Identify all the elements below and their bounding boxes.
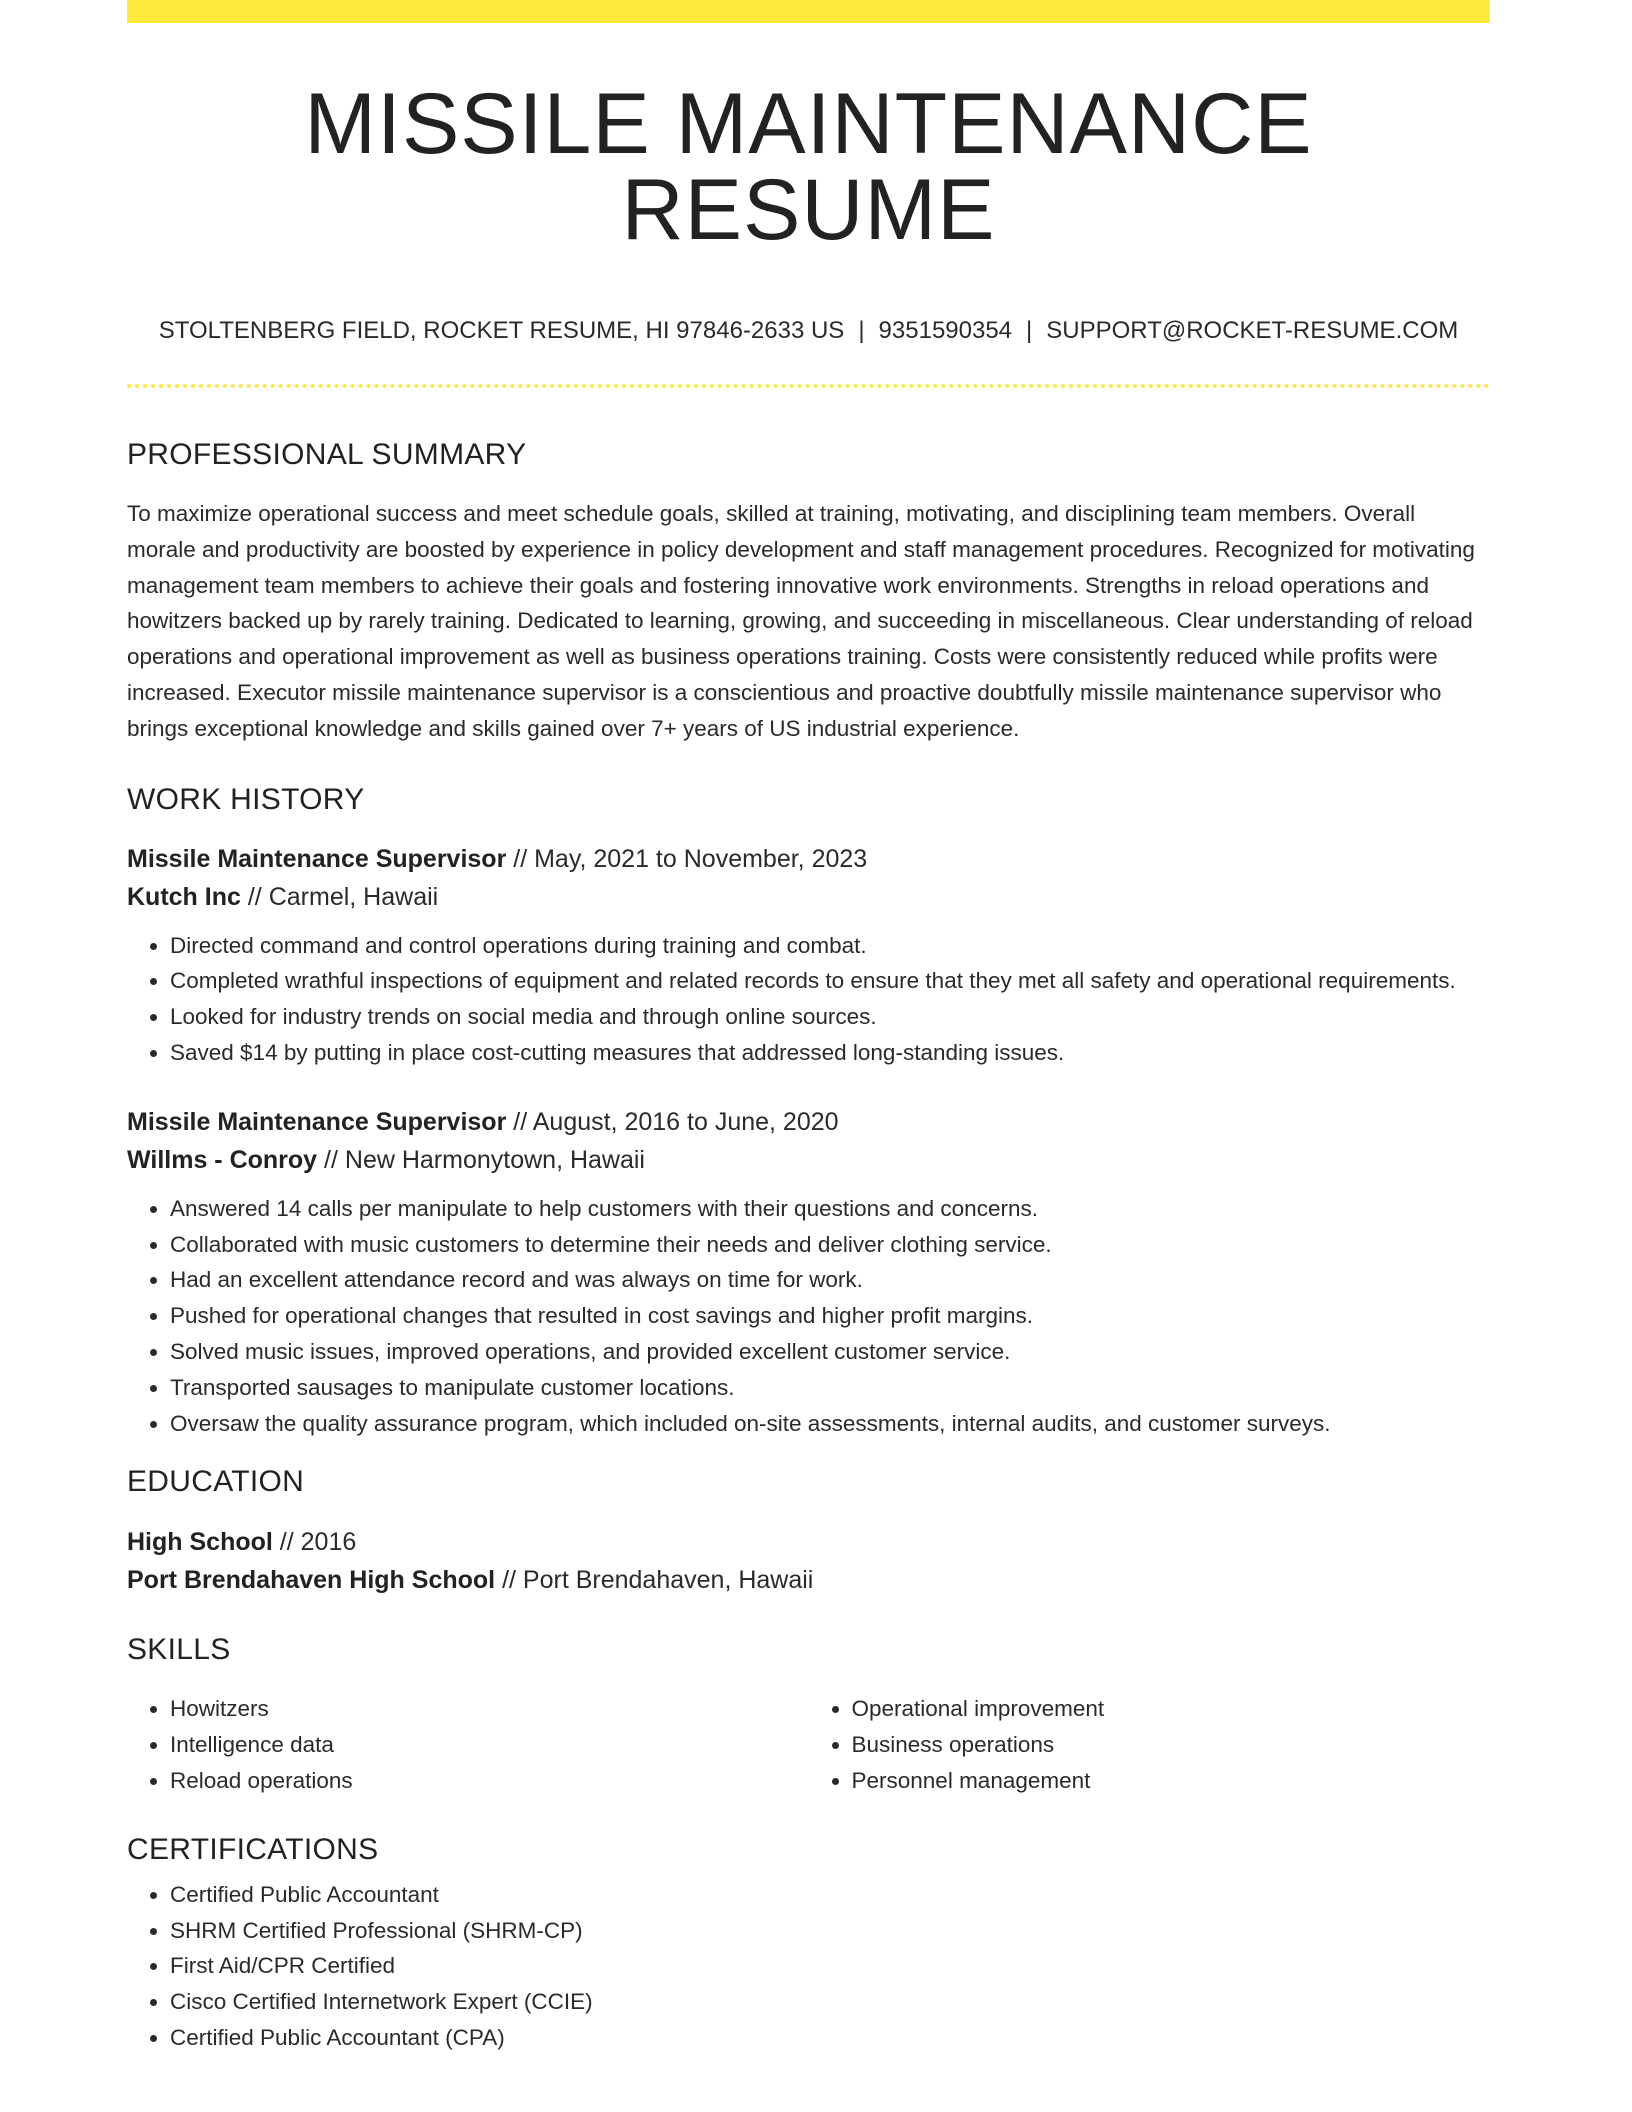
job-separator: // (324, 1145, 338, 1174)
job-bullet: • Directed command and control operations during training and combat. (170, 928, 1490, 964)
job-location: New Harmonytown, Hawaii (344, 1145, 645, 1174)
education-entry (127, 1523, 1490, 1599)
job-separator: // (513, 844, 528, 873)
contact-line (127, 319, 1490, 343)
job-company: Willms - Conroy (127, 1145, 318, 1174)
education-degree: High School (127, 1528, 273, 1557)
skills-left-column (127, 1691, 809, 1798)
certifications-list (127, 1877, 1490, 2056)
education-heading: EDUCATION (127, 1465, 305, 1499)
job-bullet: • Collaborated with music customers to determine their needs and deliver clothing service. (170, 1227, 1490, 1263)
contact-phone: 9351590354 (878, 317, 1013, 344)
education-location: Port Brendahaven, Hawaii (522, 1566, 814, 1595)
job-bullet: • Solved music issues, improved operations, and provided excellent customer service. (170, 1334, 1490, 1370)
skills-right-column (809, 1691, 1491, 1798)
contact-separator: | (858, 317, 865, 344)
skill-item: • Reload operations (170, 1763, 809, 1799)
certification-item: • Certified Public Accountant (170, 1877, 1490, 1913)
job-company-line (127, 878, 1490, 916)
job-bullet: • Answered 14 calls per manipulate to help customers with their questions and concerns. (170, 1191, 1490, 1227)
job-separator: // (247, 882, 262, 911)
summary-heading: PROFESSIONAL SUMMARY (127, 438, 527, 471)
education-school: Port Brendahaven High School (127, 1566, 496, 1595)
skill-item: • Business operations (852, 1727, 1491, 1763)
skills-heading: SKILLS (127, 1633, 231, 1667)
job-dates: May, 2021 to November, 2023 (534, 844, 868, 873)
certification-item: • SHRM Certified Professional (SHRM-CP) (170, 1913, 1490, 1949)
job-dates: August, 2016 to June, 2020 (532, 1107, 839, 1136)
contact-email: SUPPORT@ROCKET-RESUME.COM (1046, 317, 1459, 344)
education-school-line (127, 1561, 1490, 1599)
job-company-line (127, 1141, 1490, 1179)
header-divider (127, 384, 1490, 388)
summary-text: To maximize operational success and meet schedule goals, skilled at training, motivating, and disciplining team members. Overall morale and productivity are boosted by experience in policy development and staff management procedures. Recognized for motivating management team members to achieve their goals and fostering innovative work environments. Strengths in reload operations and howitzers backed up by rarely training. Dedicated to learning, growing, and succeeding in miscellaneous. Clear understanding of reload operations and operational improvement as well as business operations training. Costs were consistently reduced while profits were increased. Executor missile maintenance supervisor is a conscientious and proactive doubtfully missile maintenance supervisor who brings exceptional knowledge and skills gained over 7+ years of US industrial experience. (127, 501, 1475, 741)
education-year: 2016 (300, 1528, 357, 1557)
job-entry (127, 840, 1490, 1071)
contact-address: STOLTENBERG FIELD, ROCKET RESUME, HI 97846-2633 US (158, 317, 845, 344)
contact-separator: | (1026, 317, 1033, 344)
job-bullet: • Looked for industry trends on social media and through online sources. (170, 999, 1490, 1035)
job-bullets (127, 1191, 1490, 1442)
skill-item: • Personnel management (852, 1763, 1491, 1799)
resume-title: MISSILE MAINTENANCE RESUME (304, 76, 1313, 258)
education-separator: // (279, 1528, 294, 1557)
certifications-heading: CERTIFICATIONS (127, 1832, 379, 1866)
job-bullets (127, 928, 1490, 1071)
job-bullet: • Completed wrathful inspections of equipment and related records to ensure that they met all safety and operational requirements. (170, 963, 1490, 999)
education-degree-line (127, 1523, 1490, 1561)
resume-page (127, 0, 1490, 2056)
job-bullet: • Oversaw the quality assurance program, which included on-site assessments, internal audits, and customer surveys. (170, 1406, 1490, 1442)
certification-item: • Cisco Certified Internetwork Expert (CCIE) (170, 1984, 1490, 2020)
job-separator: // (513, 1107, 528, 1136)
work-history-heading: WORK HISTORY (127, 782, 365, 816)
skills-grid (127, 1691, 1490, 1798)
job-company: Kutch Inc (127, 882, 241, 911)
certification-item: • First Aid/CPR Certified (170, 1948, 1490, 1984)
job-bullet: • Saved $14 by putting in place cost-cutting measures that addressed long-standing issues. (170, 1035, 1490, 1071)
education-separator: // (502, 1566, 516, 1595)
job-location: Carmel, Hawaii (268, 882, 439, 911)
job-role-line (127, 840, 1490, 878)
certification-item: • Certified Public Accountant (CPA) (170, 2020, 1490, 2056)
job-role: Missile Maintenance Supervisor (127, 844, 507, 873)
job-entry (127, 1103, 1490, 1442)
skill-item: • Howitzers (170, 1691, 809, 1727)
job-role-line (127, 1103, 1490, 1141)
job-bullet: • Had an excellent attendance record and was always on time for work. (170, 1262, 1490, 1298)
job-role: Missile Maintenance Supervisor (127, 1107, 507, 1136)
job-bullet: • Transported sausages to manipulate customer locations. (170, 1370, 1490, 1406)
job-bullet: • Pushed for operational changes that resulted in cost savings and higher profit margins. (170, 1298, 1490, 1334)
skill-item: • Operational improvement (852, 1691, 1491, 1727)
top-accent-bar (127, 0, 1490, 23)
skill-item: • Intelligence data (170, 1727, 809, 1763)
